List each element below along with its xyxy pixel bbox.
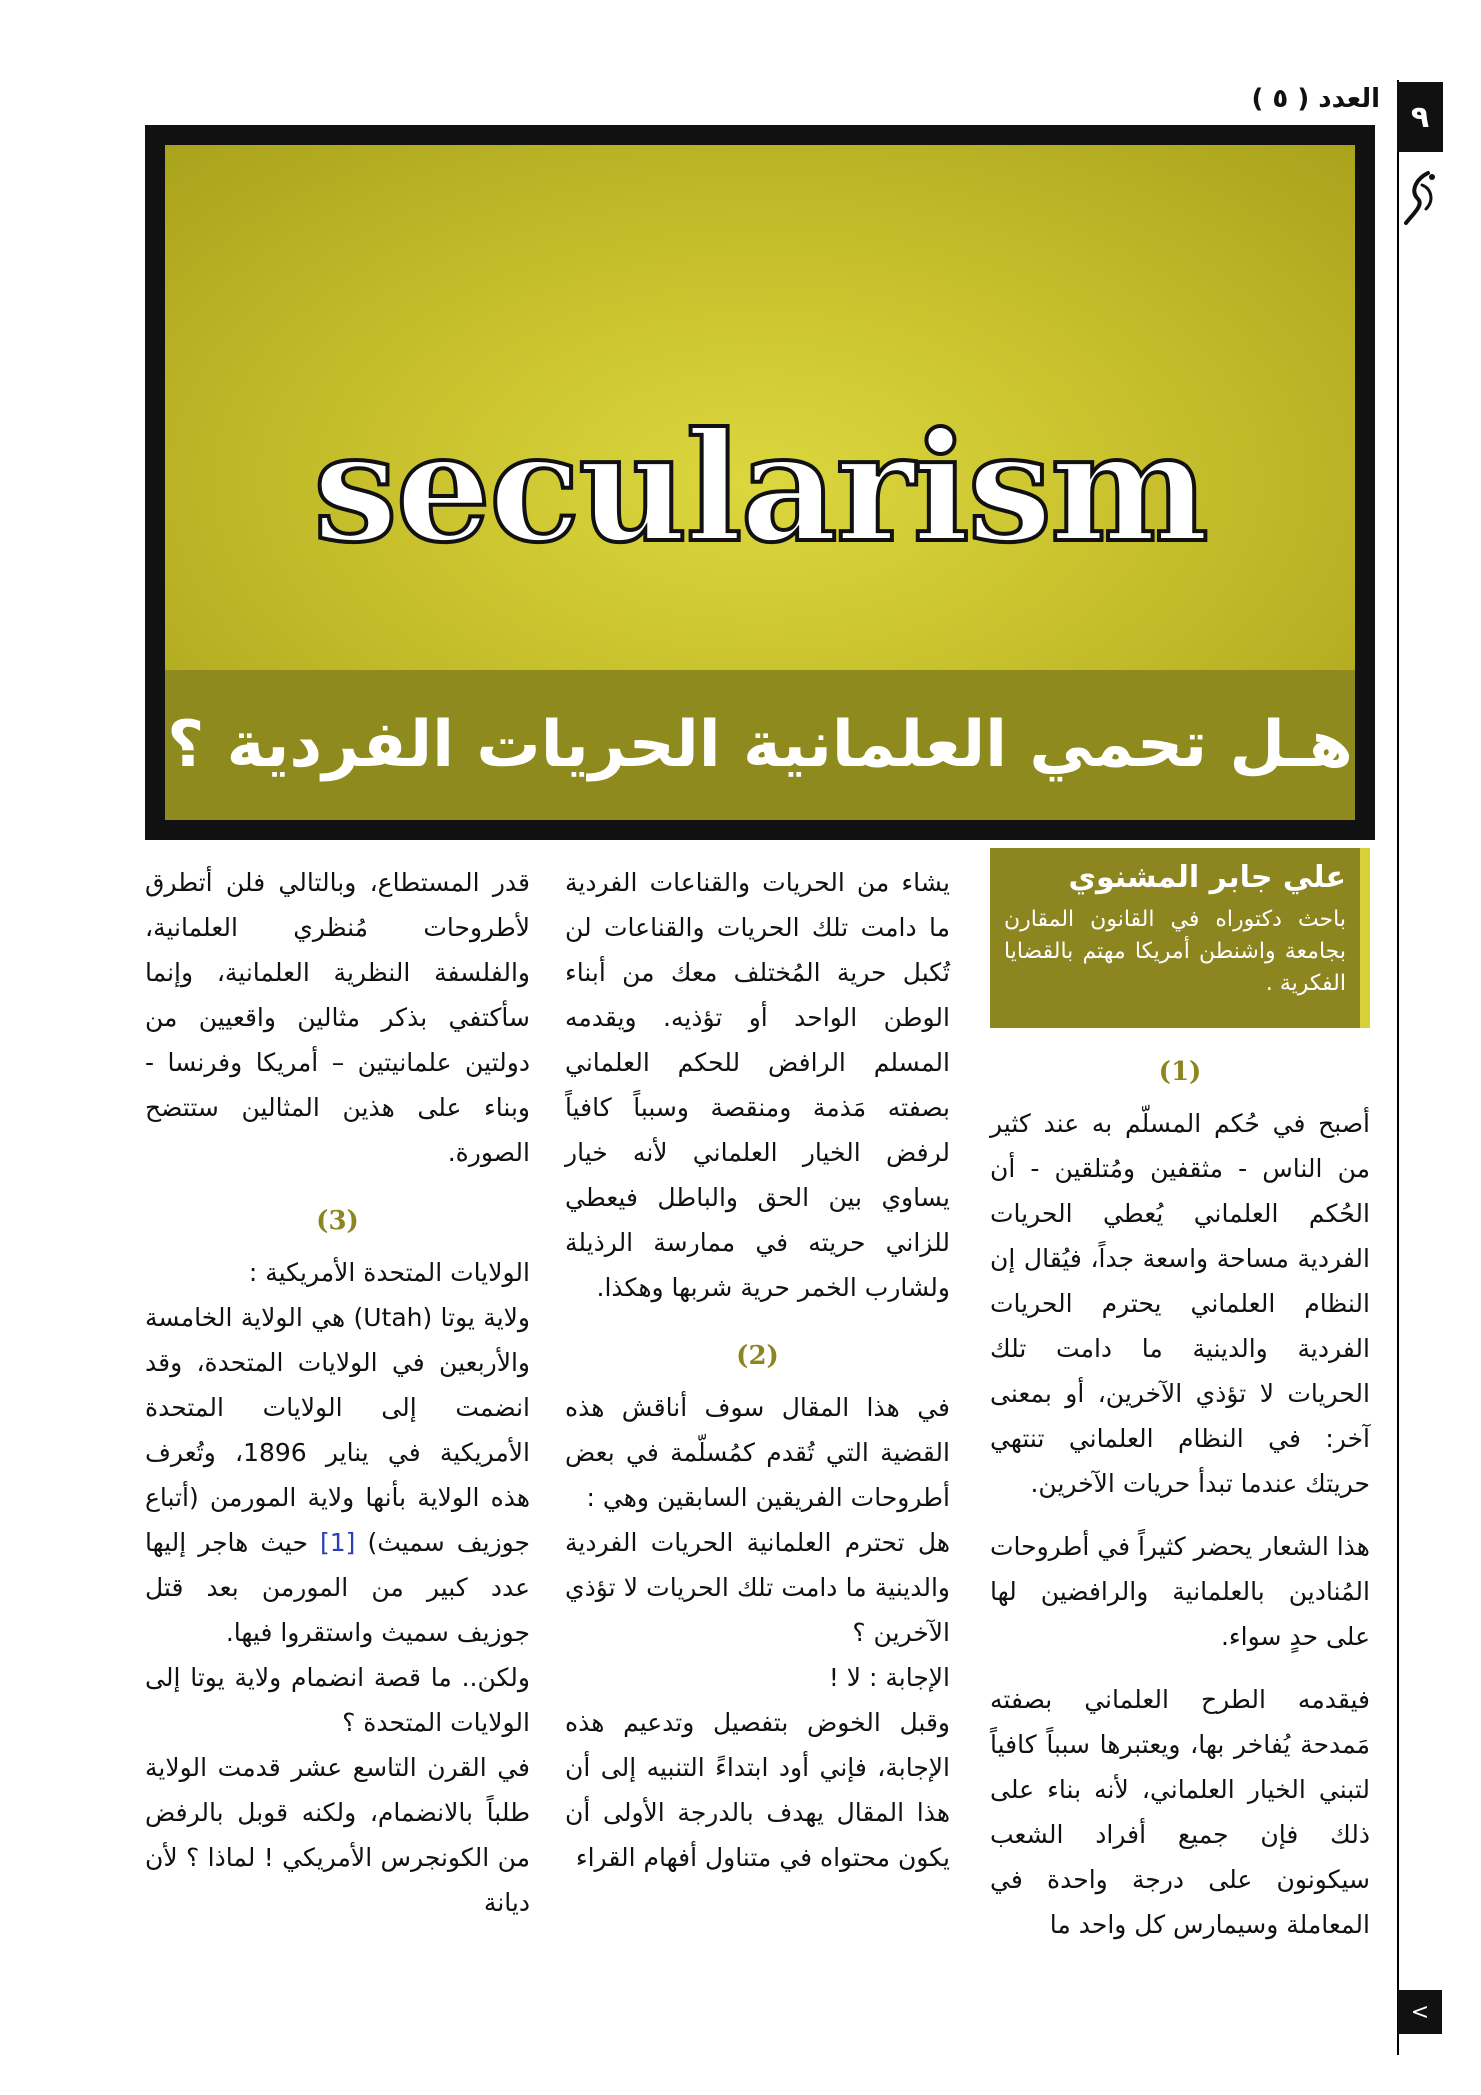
section-number: (1) bbox=[1158, 1057, 1202, 1087]
section-number: (3) bbox=[316, 1206, 359, 1236]
paragraph: هل تحترم العلمانية الحريات الفردية والدينية ما دامت تلك الحريات لا تؤذي الآخرين ؟ bbox=[565, 1528, 950, 1647]
paragraph: في هذا المقال سوف أناقش هذه القضية التي تُقدم كمُسلّمة في بعض أطروحات الفريقين السابقين وهي : bbox=[565, 1393, 950, 1512]
paragraph: في القرن التاسع عشر قدمت الولاية طلباً بالانضمام، ولكنه قوبل بالرفض من الكونجرس الأمريكي ! لماذا ؟ لأن ديانة bbox=[145, 1753, 530, 1917]
footnote-reference[interactable]: [1] bbox=[319, 1528, 356, 1557]
paragraph: ولكن.. ما قصة انضمام ولاية يوتا إلى الولايات المتحدة ؟ bbox=[145, 1663, 530, 1737]
next-page-arrow-icon[interactable]: < bbox=[1398, 1990, 1442, 2034]
page-number: ٩ bbox=[1397, 82, 1443, 152]
paragraph-text: حيث هاجر إليها عدد كبير من المورمن بعد قتل جوزيف سميث واستقروا فيها. bbox=[145, 1528, 530, 1647]
page-edge-bar bbox=[1397, 80, 1441, 2055]
paragraph bbox=[145, 1295, 530, 1655]
paragraph: فيقدمه الطرح العلماني بصفته مَمدحة يُفاخر بها، ويعتبرها سبباً كافياً لتبني الخيار العلماني، لأنه بناء على ذلك فإن جميع أفراد الشعب سيكونون على درجة واحدة في المعاملة وسيمارس كل واحد ما bbox=[990, 1685, 1370, 1939]
paragraph: الولايات المتحدة الأمريكية : bbox=[248, 1258, 530, 1287]
paragraph-text: ولاية يوتا (Utah) هي الولاية الخامسة والأربعين في الولايات المتحدة، وقد انضمت إلى الولايات المتحدة الأمريكية في يناير 1896، وتُعرف هذه الولاية بأنها ولاية المورمن (أتباع جوزيف سميث) bbox=[145, 1303, 531, 1557]
author-description: باحث دكتوراه في القانون المقارن بجامعة واشنطن أمريكا مهتم بالقضايا الفكرية . bbox=[1004, 907, 1346, 996]
paragraph: الإجابة : لا ! bbox=[828, 1663, 950, 1692]
banner-background bbox=[165, 145, 1355, 820]
section-number: (2) bbox=[736, 1341, 779, 1371]
paragraph: وقبل الخوض بتفصيل وتدعيم هذه الإجابة، فإني أود ابتداءً التنبيه إلى أن هذا المقال يهدف بالدرجة الأولى أن يكون محتواه في متناول أفهام القراء bbox=[565, 1708, 950, 1872]
banner-title-strip bbox=[165, 670, 1355, 820]
column-left bbox=[145, 860, 530, 1925]
paragraph: يشاء من الحريات والقناعات الفردية ما دامت تلك الحريات والقناعات لن تُكبل حرية المُختلف معك من أبناء الوطن الواحد أو تؤذيه. ويقدمه المسلم الرافض للحكم العلماني بصفته مَذمة ومنقصة وسبباً كافياً لرفض الخيار العلماني لأنه خيار يساوي بين الحق والباطل فيعطي للزاني حريته في ممارسة الرذيلة ولشارب الخمر حرية شربها وهكذا. bbox=[565, 868, 950, 1302]
issue-label: العدد ( ٥ ) bbox=[1251, 84, 1380, 114]
column-middle bbox=[565, 860, 950, 1880]
paragraph: قدر المستطاع، وبالتالي فلن أتطرق لأطروحات مُنظري العلمانية، والفلسفة النظرية العلمانية، وإنما سأكتفي بذكر مثالين واقعيين من دولتين علمانيتين – أمريكا وفرنسا - وبناء على هذين المثالين ستتضح الصورة. bbox=[145, 868, 530, 1167]
column-right bbox=[990, 1040, 1370, 1947]
author-box bbox=[990, 848, 1370, 1028]
article-title: هـل تحمي العلمانية الحريات الفردية ؟ bbox=[167, 708, 1353, 782]
author-name: علي جابر المشنوي bbox=[1068, 860, 1346, 895]
paragraph: أصبح في حُكم المسلّم به عند كثير من الناس - مثقفين ومُتلقين - أن الحُكم العلماني يُعطي الحريات الفردية مساحة واسعة جداً، فيُقال إن النظام العلماني يحترم الحريات الفردية والدينية ما دامت تلك الحريات لا تؤذي الآخرين، أو بمعنى آخر: في النظام العلماني تنتهي حريتك عندما تبدأ حريات الآخرين. bbox=[990, 1109, 1370, 1498]
banner-word: secularism bbox=[313, 400, 1207, 576]
article-banner bbox=[145, 125, 1375, 840]
magazine-logo-icon bbox=[1398, 165, 1442, 235]
paragraph: هذا الشعار يحضر كثيراً في أطروحات المُنادين بالعلمانية والرافضين لها على حدٍ سواء. bbox=[989, 1532, 1370, 1651]
